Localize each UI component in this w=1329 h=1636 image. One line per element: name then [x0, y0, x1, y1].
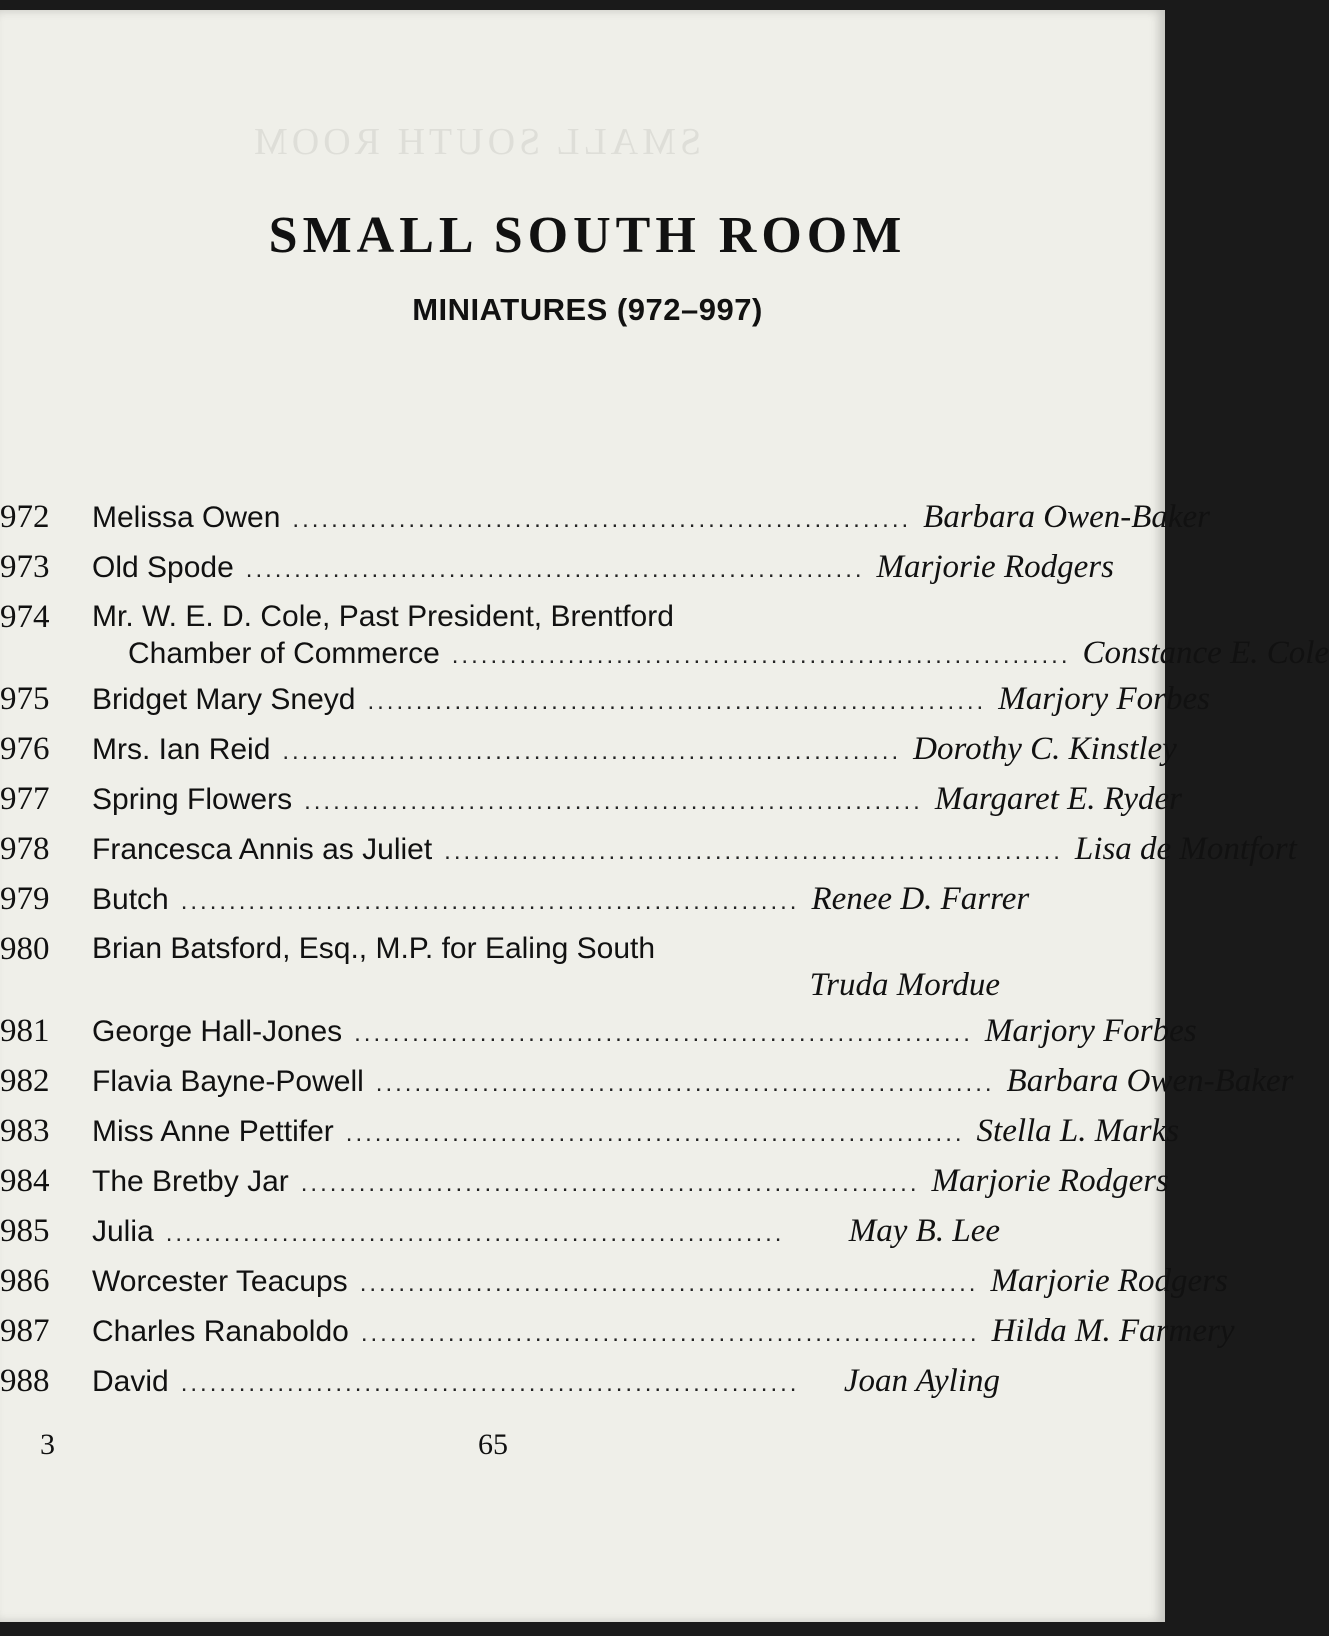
entry-title: Francesca Annis as Juliet	[92, 833, 433, 866]
entry-number: 983	[0, 1113, 50, 1149]
entry-row	[0, 592, 1329, 674]
entry-title: Brian Batsford, Esq., M.P. for Ealing South	[92, 932, 656, 965]
entry-artist: Marjorie Rodgers	[876, 549, 1114, 585]
leader-dots: ................................................................	[444, 838, 1063, 865]
page-number: 65	[478, 1428, 508, 1461]
entry-artist: Dorothy C. Kinstley	[913, 731, 1177, 767]
entry-number: 975	[0, 681, 50, 717]
leader-dots: ................................................................	[304, 788, 923, 815]
entry-artist: Marjory Forbes	[998, 681, 1210, 717]
entry-title: Butch	[92, 883, 169, 916]
catalogue-page	[0, 10, 1329, 1622]
entry-number: 984	[0, 1163, 50, 1199]
entry-title: Bridget Mary Sneyd	[92, 683, 356, 716]
leader-dots: ................................................................	[345, 1120, 965, 1147]
entry-number: 979	[0, 881, 50, 917]
entry-title: George Hall-Jones	[92, 1015, 343, 1048]
entry-number: 980	[0, 931, 50, 967]
entry-artist: Marjorie Rodgers	[931, 1163, 1169, 1199]
entry-number: 987	[0, 1313, 50, 1349]
entry-artist: May B. Lee	[848, 1213, 1000, 1249]
entry-row	[0, 542, 1114, 592]
entry-row	[0, 1056, 1294, 1106]
bleed-through-text: SMALL SOUTH ROOM	[250, 121, 702, 163]
leader-dots: ................................................................	[245, 556, 865, 583]
entry-number: 985	[0, 1213, 50, 1249]
entry-row	[0, 1006, 1197, 1056]
leader-dots: ................................................................	[282, 738, 902, 765]
entry-number: 986	[0, 1263, 50, 1299]
entry-title: David	[92, 1365, 169, 1398]
entry-artist: Renee D. Farrer	[811, 881, 1030, 917]
entry-artist: Stella L. Marks	[976, 1113, 1180, 1149]
leader-dots: ................................................................	[375, 1070, 995, 1097]
entry-artist: Barbara Owen-Baker	[923, 499, 1211, 535]
section-subtitle: MINIATURES (972–997)	[412, 292, 763, 327]
entry-row	[0, 1256, 1228, 1306]
entry-row	[0, 824, 1297, 874]
entry-artist: Margaret E. Ryder	[934, 781, 1182, 817]
entry-title: Miss Anne Pettifer	[92, 1115, 334, 1148]
entry-title: The Bretby Jar	[92, 1165, 289, 1198]
entry-number: 978	[0, 831, 50, 867]
entry-number: 973	[0, 549, 50, 585]
entry-number: 972	[0, 499, 50, 535]
entry-artist: Marjory Forbes	[984, 1013, 1197, 1049]
entry-title: Mr. W. E. D. Cole, Past President, Brentford	[92, 600, 674, 633]
entry-title-continued: Chamber of Commerce	[128, 637, 440, 670]
leader-dots: ................................................................	[180, 888, 800, 915]
entry-row	[0, 1156, 1169, 1206]
entry-row	[0, 492, 1211, 542]
entry-number: 981	[0, 1013, 50, 1049]
leader-dots: ................................................................	[359, 1270, 979, 1297]
leader-dots: ................................................................	[180, 1370, 800, 1397]
entry-artist: Joan Ayling	[843, 1363, 1000, 1399]
leader-dots: ................................................................	[360, 1320, 980, 1347]
leader-dots: ................................................................	[292, 506, 912, 533]
entry-row	[0, 1206, 1000, 1256]
leader-dots: ................................................................	[451, 642, 1071, 669]
leader-dots: ................................................................	[165, 1220, 785, 1247]
entry-row	[0, 924, 1000, 1006]
entry-row	[0, 724, 1177, 774]
entry-title: Charles Ranaboldo	[92, 1315, 349, 1348]
entry-title: Flavia Bayne-Powell	[92, 1065, 364, 1098]
entry-artist: Constance E. Cole	[1082, 635, 1329, 671]
entry-title: Melissa Owen	[92, 501, 281, 534]
signature-mark: 3	[40, 1428, 55, 1461]
leader-dots: ................................................................	[300, 1170, 920, 1197]
entry-title: Mrs. Ian Reid	[92, 733, 271, 766]
entry-artist: Barbara Owen-Baker	[1006, 1063, 1294, 1099]
entry-row	[0, 1106, 1180, 1156]
entry-row	[0, 674, 1210, 724]
entry-title: Worcester Teacups	[92, 1265, 348, 1298]
entry-title: Spring Flowers	[92, 783, 293, 816]
entry-list	[0, 492, 1329, 1406]
entry-title: Julia	[92, 1215, 154, 1248]
entry-artist: Marjorie Rodgers	[990, 1263, 1228, 1299]
entry-artist: Truda Mordue	[809, 967, 1000, 1003]
entry-row	[0, 1356, 1000, 1406]
entry-artist: Lisa de Montfort	[1074, 831, 1297, 867]
entry-number: 988	[0, 1363, 50, 1399]
entry-row	[0, 874, 1030, 924]
entry-number: 976	[0, 731, 50, 767]
leader-dots: ................................................................	[354, 1020, 973, 1047]
entry-artist: Hilda M. Farmery	[991, 1313, 1235, 1349]
entry-row	[0, 774, 1182, 824]
entry-row	[0, 1306, 1235, 1356]
entry-number: 977	[0, 781, 50, 817]
page-title: SMALL SOUTH ROOM	[268, 207, 907, 264]
entry-number: 974	[0, 599, 50, 635]
entry-number: 982	[0, 1063, 50, 1099]
leader-dots: ................................................................	[367, 688, 987, 715]
entry-title: Old Spode	[92, 551, 234, 584]
